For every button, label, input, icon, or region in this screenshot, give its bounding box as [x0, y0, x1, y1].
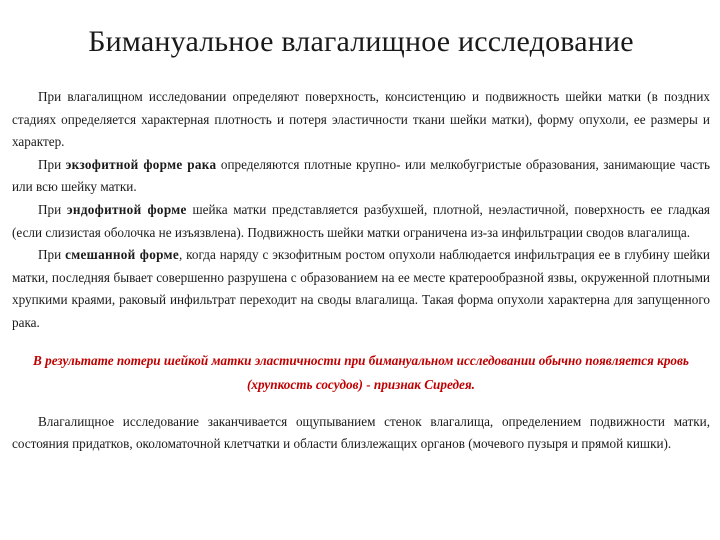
- paragraph-final: Влагалищное исследование заканчивается ощупыванием стенок влагалища, определением подвижности матки, состояния придатков, околоматочной клетчатки и области близлежащих органов (мочевого пузыря и прямой кишки).: [12, 413, 710, 452]
- paragraph-mixed-start: При: [38, 247, 66, 263]
- paragraph-mixed: [12, 244, 710, 334]
- slide-body: [12, 86, 710, 456]
- term-endophytic-form: эндофитной форме: [66, 201, 187, 217]
- paragraph-general: При влагалищном исследовании определяют поверхность, консистенцию и подвижность шейки матки (в поздних стадиях определяется характерная плотность и потеря эластичности ткани шейки матки), форму опухоли, ее размеры и характер.: [12, 89, 710, 150]
- conclusion-highlight: В результате потери шейкой матки эластичности при бимануальном исследовании обычно появляется кровь (хрупкость сосудов) - признак Сиредея.: [33, 352, 689, 392]
- slide-title: Бимануальное влагалищное исследование: [88, 25, 634, 58]
- paragraph-endophytic: [12, 199, 710, 244]
- term-mixed-form: смешанной форме: [65, 247, 179, 263]
- paragraph-endophytic-rest: шейка матки представляется разбухшей, плотной, неэластичной, поверхность ее гладкая (если слизистая оболочка не изъязвлена). Подвижность шейки матки ограничена из-за инфильтрации сводов влагалища.: [12, 201, 710, 240]
- paragraph-exophytic-rest: определяются плотные крупно- или мелкобугристые образования, занимающие часть или всю шейку матки.: [12, 156, 710, 195]
- paragraph-exophytic: [12, 154, 710, 199]
- paragraph-endophytic-start: При: [38, 201, 67, 217]
- paragraph-mixed-rest: , когда наряду с экзофитным ростом опухоли наблюдается инфильтрация ее в глубину шейки матки, последняя бывает совершенно разрушена с образованием на ее месте кратерообразной язвы, окруженной плотными хрупкими краями, раковый инфильтрат переходит на своды влагалища. Такая форма опухоли характерна для запущенного рака.: [12, 247, 710, 330]
- paragraph-exophytic-start: При: [38, 156, 66, 172]
- term-exophytic-form: экзофитной форме рака: [65, 156, 217, 172]
